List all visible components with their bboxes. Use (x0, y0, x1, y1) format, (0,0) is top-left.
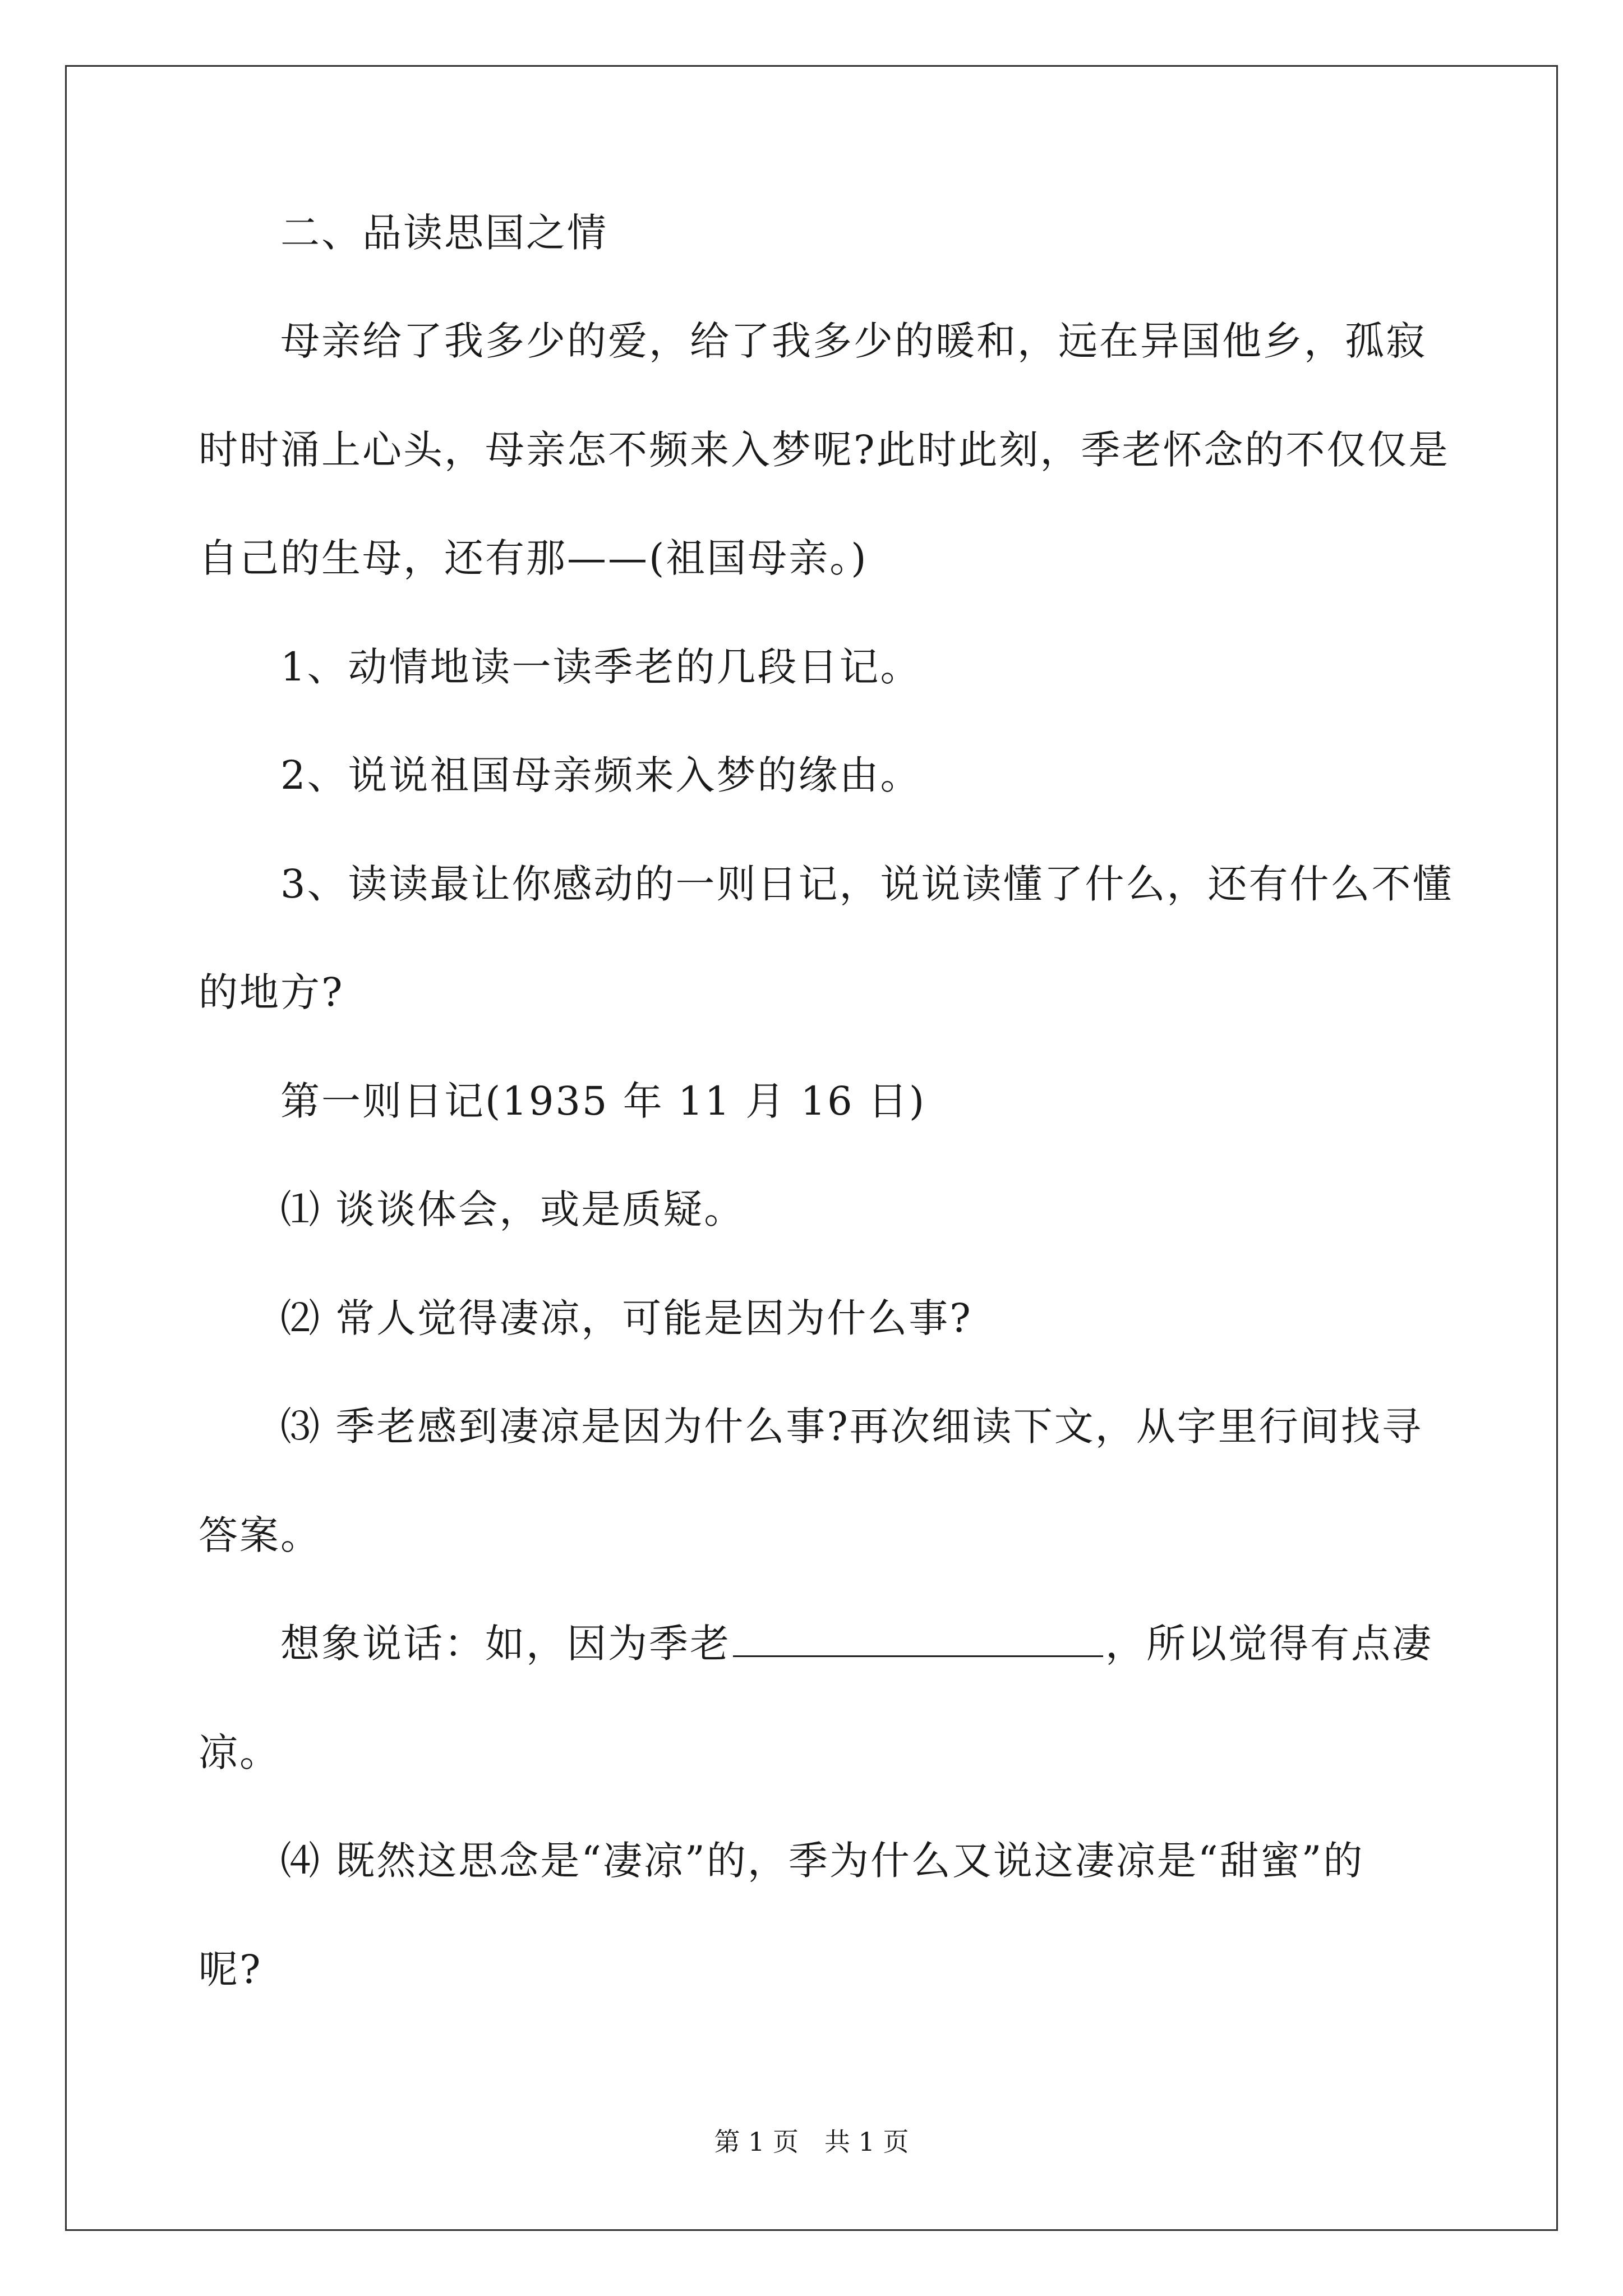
list-item: 2、说说祖国母亲频来入梦的缘由。 (280, 752, 921, 798)
paragraph-line: 母亲给了我多少的爱，给了我多少的暖和，远在异国他乡，孤寂 (280, 318, 1427, 364)
question-item: ⑶ 季老感到凄凉是因为什么事?再次细读下文，从字里行间找寻 (280, 1404, 1423, 1450)
page-number-footer: 第 1 页 共 1 页 (714, 2127, 909, 2157)
fill-in-blank[interactable] (733, 1624, 1103, 1657)
paragraph-line: 时时涌上心头，母亲怎不频来入梦呢?此时此刻，季老怀念的不仅仅是 (199, 427, 1450, 473)
paragraph-line: 答案。 (199, 1512, 321, 1558)
paragraph-line: 凉。 (199, 1729, 280, 1775)
fill-in-suffix: ，所以觉得有点凄 (1105, 1621, 1433, 1667)
question-item: ⑷ 既然这思念是“凄凉”的，季为什么又说这凄凉是“甜蜜”的 (280, 1838, 1364, 1884)
fill-in-prefix: 想象说话：如，因为季老 (280, 1621, 731, 1667)
question-item: ⑵ 常人觉得凄凉，可能是因为什么事? (280, 1295, 972, 1341)
list-item: 1、动情地读一读季老的几段日记。 (280, 644, 921, 690)
list-item: 3、读读最让你感动的一则日记，说说读懂了什么，还有什么不懂 (280, 861, 1454, 907)
diary-heading: 第一则日记(1935 年 11 月 16 日) (280, 1078, 926, 1124)
paragraph-line: 呢? (199, 1947, 262, 1993)
paragraph-line: 自己的生母，还有那——(祖国母亲。) (199, 535, 868, 581)
page-border (65, 65, 1558, 2231)
fill-in-line (199, 1621, 1433, 1667)
section-heading: 二、品读思国之情 (280, 210, 608, 256)
question-item: ⑴ 谈谈体会，或是质疑。 (280, 1186, 745, 1232)
paragraph-line: 的地方? (199, 969, 344, 1015)
